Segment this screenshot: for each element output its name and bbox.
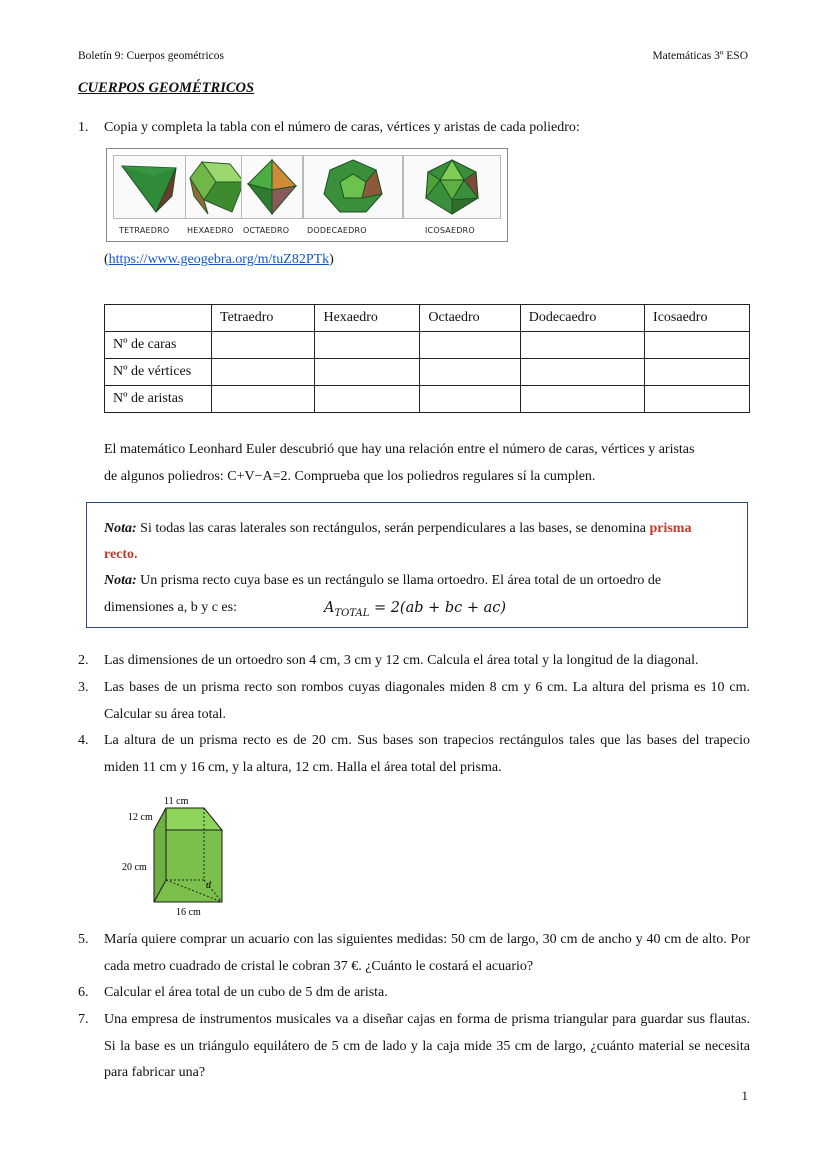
trapezoid-prism-figure — [118, 790, 248, 920]
label-icosaedro: ICOSAEDRO — [425, 226, 475, 235]
row-label: Nº de caras — [105, 332, 212, 359]
table-row — [105, 359, 750, 386]
formula-sub: TOTAL — [334, 607, 370, 619]
header-left: Boletín 9: Cuerpos geométricos — [78, 50, 224, 62]
tetrahedron-cell — [113, 155, 191, 219]
table-header-cell: Octaedro — [420, 305, 520, 332]
label-11cm: 11 cm — [164, 796, 189, 807]
question-4 — [78, 728, 750, 781]
area-formula — [324, 595, 506, 627]
table-cell — [212, 359, 315, 386]
table-cell — [420, 332, 520, 359]
table-cell — [520, 359, 644, 386]
question-number: 1. — [78, 120, 89, 135]
table-cell — [212, 386, 315, 413]
link-paren-close: ) — [329, 252, 334, 267]
table-cell — [315, 332, 420, 359]
tetrahedron-icon — [114, 156, 190, 218]
polyhedra-table — [104, 304, 750, 413]
label-octaedro: OCTAEDRO — [243, 226, 290, 235]
recto-highlight: recto. — [104, 547, 138, 562]
label-tetraedro: TETRAEDRO — [119, 226, 170, 235]
octahedron-cell — [241, 155, 303, 219]
label-20cm: 20 cm — [122, 862, 147, 873]
label-d: d — [206, 880, 211, 891]
document-title: CUERPOS GEOMÉTRICOS — [78, 80, 255, 96]
question-number: 4. — [78, 733, 89, 748]
question-1 — [78, 115, 750, 142]
nota-2 — [104, 568, 750, 595]
question-number: 7. — [78, 1012, 89, 1027]
table-header-cell: Tetraedro — [212, 305, 315, 332]
nota-1 — [104, 516, 750, 543]
table-cell — [420, 386, 520, 413]
question-number: 6. — [78, 985, 89, 1000]
label-hexaedro: HEXAEDRO — [187, 226, 234, 235]
polyhedra-figure — [106, 148, 508, 242]
dodecahedron-icon — [304, 156, 402, 218]
table-cell — [315, 386, 420, 413]
question-5 — [78, 927, 750, 980]
row-label: Nº de aristas — [105, 386, 212, 413]
table-cell — [520, 332, 644, 359]
table-corner-cell — [105, 305, 212, 332]
table-cell — [315, 359, 420, 386]
table-row — [105, 386, 750, 413]
nota-2-cont — [104, 595, 750, 622]
table-cell — [520, 386, 644, 413]
table-cell — [645, 359, 750, 386]
label-16cm: 16 cm — [176, 907, 201, 918]
euler-line-2: de algunos poliedros: C+V−A=2. Comprueba que los poliedros regulares sí la cumplen. — [104, 468, 596, 484]
table-header-row — [105, 305, 750, 332]
nota-1-text: Si todas las caras laterales son rectángulos, serán perpendiculares a las bases, se denomina — [136, 521, 650, 536]
question-3 — [78, 675, 750, 728]
question-number: 3. — [78, 680, 89, 695]
question-7 — [78, 1007, 750, 1087]
nota-2-text-b: dimensiones a, b y c es: — [104, 600, 237, 615]
link-paren-open: ( — [104, 252, 109, 267]
euler-paragraph — [104, 437, 750, 490]
dodecahedron-cell — [303, 155, 403, 219]
question-text: Copia y completa la tabla con el número de caras, vértices y aristas de cada poliedro: — [104, 120, 580, 135]
octahedron-icon — [242, 156, 302, 218]
formula-rhs: = 2(ab + bc + ac) — [369, 600, 507, 616]
prisma-highlight: prisma — [649, 521, 692, 536]
nota-label: Nota: — [104, 573, 137, 588]
nota-1-cont — [104, 542, 750, 569]
table-cell — [420, 359, 520, 386]
row-label: Nº de vértices — [105, 359, 212, 386]
nota-label: Nota: — [104, 521, 137, 536]
question-number: 5. — [78, 932, 89, 947]
euler-line-1: El matemático Leonhard Euler descubrió que hay una relación entre el número de caras, vértices y aristas — [104, 442, 695, 457]
table-cell — [645, 332, 750, 359]
question-text: Las dimensiones de un ortoedro son 4 cm, 3 cm y 12 cm. Calcula el área total y la longitud de la diagonal. — [104, 653, 699, 668]
label-dodecaedro: DODECAEDRO — [307, 226, 367, 235]
header-right: Matemáticas 3º ESO — [652, 50, 748, 62]
icosahedron-icon — [404, 156, 500, 218]
table-header-cell: Dodecaedro — [520, 305, 644, 332]
question-text: Las bases de un prisma recto son rombos cuyas diagonales miden 8 cm y 6 cm. La altura del prisma es 10 cm. Calcular su área total. — [104, 680, 750, 722]
nota-2-text: Un prisma recto cuya base es un rectángulo se llama ortoedro. El área total de un ortoedro de — [136, 573, 662, 588]
table-header-cell: Icosaedro — [645, 305, 750, 332]
question-6 — [78, 980, 750, 1007]
question-2 — [78, 648, 750, 675]
geogebra-link-line — [104, 252, 334, 268]
question-text: María quiere comprar un acuario con las siguientes medidas: 50 cm de largo, 30 cm de ancho y 40 cm de alto. Por cada metro cuadrado de cristal le cobran 37 €. ¿Cuánto le costará el acuario? — [104, 932, 750, 974]
formula-a: A — [324, 600, 335, 616]
page-number: 1 — [741, 1088, 748, 1103]
question-number: 2. — [78, 653, 89, 668]
table-cell — [645, 386, 750, 413]
table-row — [105, 332, 750, 359]
table-header-cell: Hexaedro — [315, 305, 420, 332]
icosahedron-cell — [403, 155, 501, 219]
label-12cm: 12 cm — [128, 812, 153, 823]
table-cell — [212, 332, 315, 359]
question-text: Una empresa de instrumentos musicales va a diseñar cajas en forma de prisma triangular para guardar sus flautas. Si la base es un triángulo equilátero de 5 cm de lado y la caja mide 35 cm de largo, ¿cuánto material se necesita para fabricar una? — [104, 1012, 750, 1080]
question-text: La altura de un prisma recto es de 20 cm. Sus bases son trapecios rectángulos tales que las bases del trapecio miden 11 cm y 16 cm, y la altura, 12 cm. Halla el área total del prisma. — [104, 733, 750, 775]
geogebra-link[interactable]: https://www.geogebra.org/m/tuZ82PTk — [108, 252, 330, 267]
question-text: Calcular el área total de un cubo de 5 dm de arista. — [104, 985, 388, 1000]
